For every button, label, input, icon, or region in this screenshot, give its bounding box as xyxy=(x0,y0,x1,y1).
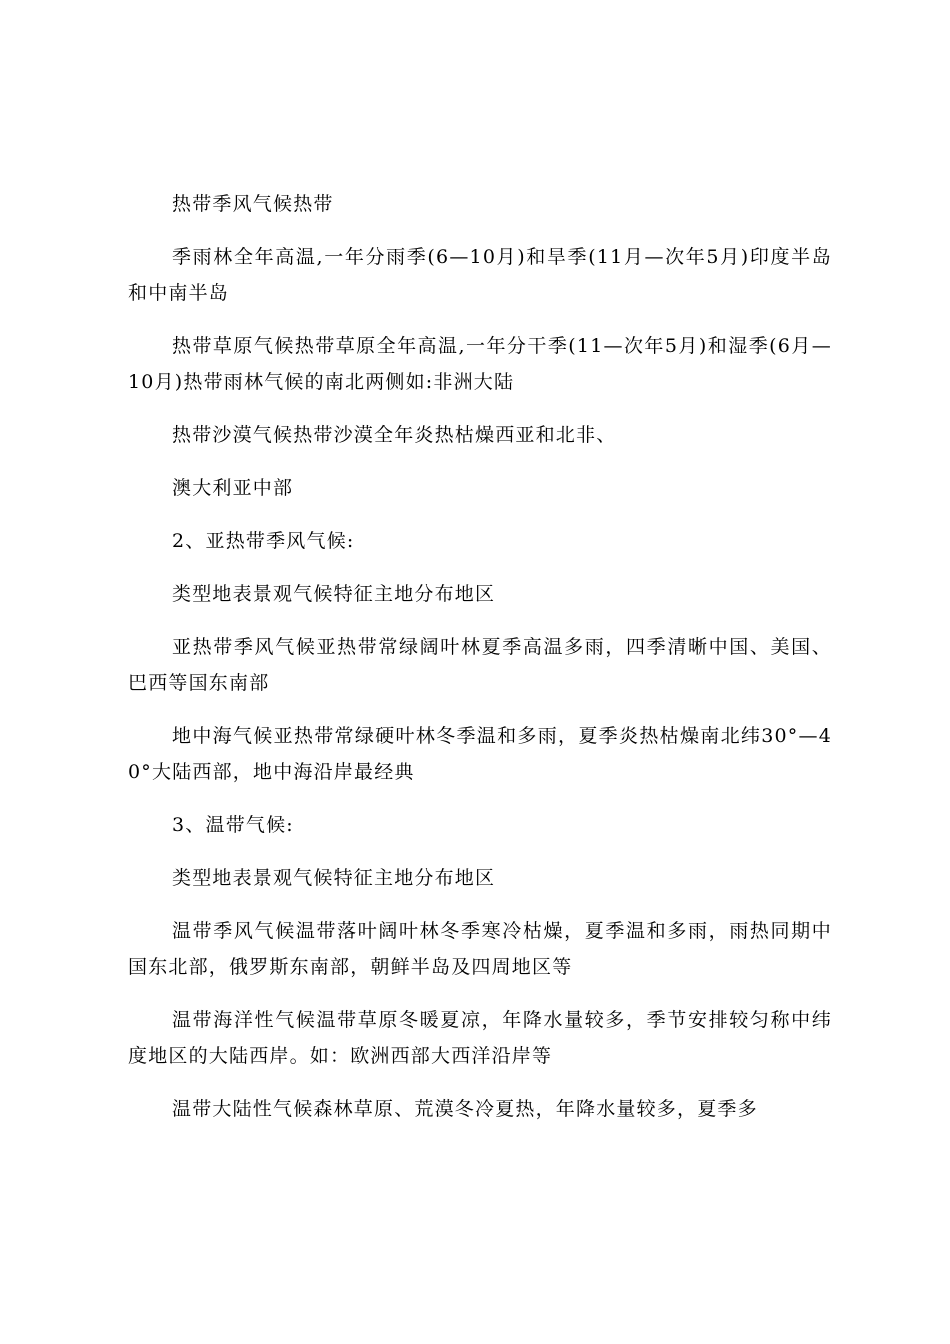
section-heading-temperate: 3、温带气候: xyxy=(172,814,294,836)
paragraph-subtropical-monsoon: 亚热带季风气候亚热带常绿阔叶林夏季高温多雨，四季清晰中国、美国、巴西等国东南部 xyxy=(128,636,832,694)
document-body xyxy=(128,186,832,1144)
section-heading-subtropical: 2、亚热带季风气候: xyxy=(172,530,355,552)
paragraph-mediterranean: 地中海气候亚热带常绿硬叶林冬季温和多雨，夏季炎热枯燥南北纬30°—40°大陆西部，地中海沿岸最经典 xyxy=(128,725,832,783)
paragraph-temperate-monsoon: 温带季风气候温带落叶阔叶林冬季寒冷枯燥，夏季温和多雨，雨热同期中国东北部，俄罗斯东南部，朝鲜半岛及四周地区等 xyxy=(128,920,832,978)
paragraph-4: 热带沙漠气候热带沙漠全年炎热枯燥西亚和北非、 xyxy=(172,424,617,446)
table-header-temperate: 类型地表景观气候特征主地分布地区 xyxy=(172,867,496,889)
paragraph-3: 热带草原气候热带草原全年高温,一年分干季(11—次年5月)和湿季(6月—10月)热带雨林气候的南北两侧如:非洲大陆 xyxy=(128,335,832,393)
paragraph-2: 季雨林全年高温,一年分雨季(6—10月)和旱季(11月—次年5月)印度半岛和中南半岛 xyxy=(128,246,832,304)
paragraph-1: 热带季风气候热带 xyxy=(172,193,334,215)
paragraph-5: 澳大利亚中部 xyxy=(172,477,294,499)
paragraph-temperate-continental: 温带大陆性气候森林草原、荒漠冬冷夏热，年降水量较多，夏季多 xyxy=(172,1098,758,1120)
paragraph-temperate-maritime: 温带海洋性气候温带草原冬暖夏凉，年降水量较多，季节安排较匀称中纬度地区的大陆西岸。如：欧洲西部大西洋沿岸等 xyxy=(128,1009,832,1067)
table-header-subtropical: 类型地表景观气候特征主地分布地区 xyxy=(172,583,496,605)
